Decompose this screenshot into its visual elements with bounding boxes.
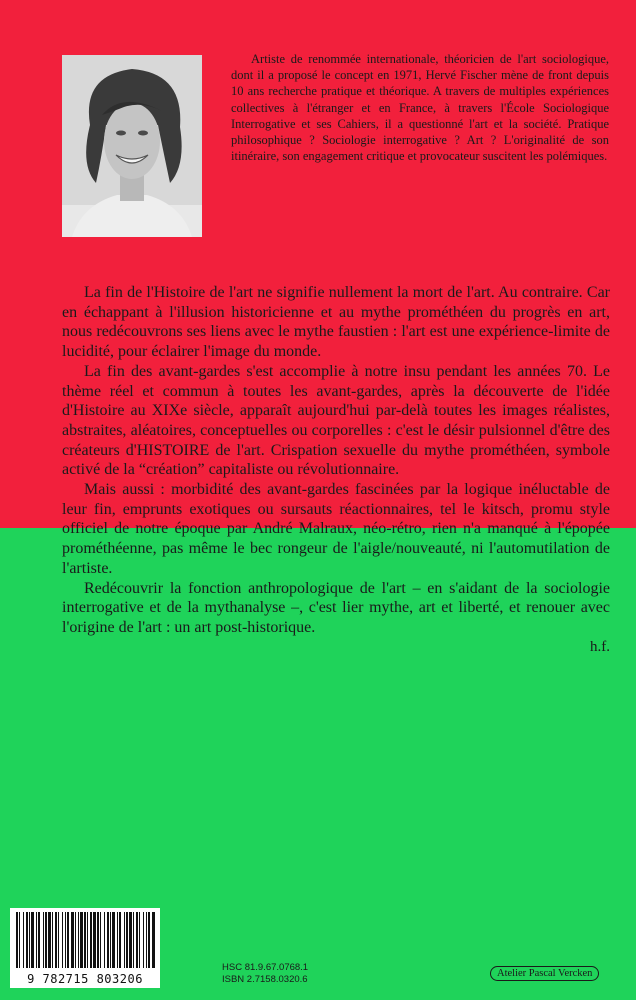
- barcode-bar: [124, 912, 125, 968]
- signature: h.f.: [590, 638, 610, 655]
- barcode-bar: [93, 912, 96, 968]
- barcode-bar: [36, 912, 37, 968]
- barcode-bar: [87, 912, 88, 968]
- barcode-bar: [110, 912, 111, 968]
- barcode-bar: [16, 912, 18, 968]
- barcode-bar: [143, 912, 144, 968]
- barcode-bar: [136, 912, 138, 968]
- barcode-bar: [75, 912, 76, 968]
- barcode-bar: [80, 912, 83, 968]
- barcode-bar: [126, 912, 128, 968]
- barcode-bar: [19, 912, 20, 968]
- barcode-bar: [100, 912, 101, 968]
- barcode-bar: [65, 912, 66, 968]
- barcode-bar: [38, 912, 40, 968]
- barcode-bar: [58, 912, 59, 968]
- barcode-bar: [71, 912, 74, 968]
- back-cover-text: [62, 283, 610, 657]
- barcode-bar: [97, 912, 99, 968]
- barcode-bar: [23, 912, 24, 968]
- paragraph: La fin de l'Histoire de l'art ne signifie nullement la mort de l'art. Au contraire. Car en échappant à l'illusion historicienne et au mythe prométhéen du progrès en art, nous redécouvrons ses liens avec le mythe faustien : l'art est une expérience-limite de lucidité, pour éclairer l'image du monde.: [62, 284, 610, 361]
- barcode-bar: [67, 912, 69, 968]
- barcode-bar: [139, 912, 140, 968]
- barcode-bar: [107, 912, 109, 968]
- catalog-codes: [222, 962, 308, 986]
- barcode-bar: [62, 912, 63, 968]
- barcode-bar: [31, 912, 34, 968]
- barcode-bar: [52, 912, 53, 968]
- barcode-bar: [117, 912, 118, 968]
- barcode-bar: [45, 912, 47, 968]
- barcode-bar: [104, 912, 105, 968]
- barcode-bar: [129, 912, 132, 968]
- publisher-label: Atelier Pascal Vercken: [490, 966, 599, 981]
- barcode-bar: [29, 912, 30, 968]
- isbn-code: ISBN 2.7158.0320.6: [222, 974, 308, 985]
- author-bio: Artiste de renommée internationale, théoricien de l'art sociologique, dont il a proposé le concept en 1971, Hervé Fischer mène de front depuis 10 ans recherche pratique et théorique. A travers de multiples expériences collectives à l'étranger et en France, à travers l'École Sociologique Interrogative et ses Cahiers, il a questionné l'art et la société. Pratique philosophique ? Sociologie interrogative ? Art ? L'originalité de son itinéraire, son engagement critique et provocateur suscitent les polémiques.: [231, 52, 609, 164]
- barcode-bar: [90, 912, 92, 968]
- paragraph: La fin des avant-gardes s'est accomplie à notre insu pendant les années 70. Le thème réel et commun à toutes les avant-gardes, après la découverte de l'idée d'Histoire au XIXe siècle, apparaît aujourd'hui par-delà toutes les images réalistes, abstraites, aléatoires, conceptuelles ou corporelles : c'est le désir pulsionnel d'être des créateurs d'HISTOIRE de l'art. Crispation sexuelle du mythe prométhéen, symbole activé de la “création” capitaliste ou révolutionnaire.: [62, 362, 610, 479]
- barcode-bar: [112, 912, 115, 968]
- paragraph: Mais aussi : morbidité des avant-gardes fascinées par la logique inéluctable de leur fin, emprunts exotiques ou sursauts réactionnaires, tel le kitsch, promu style officiel de notre époque par André Malraux, néo-rétro, rien n'a manqué à l'épopée prométhéenne, pas même le bec rongeur de l'aigle/nouveauté, ni l'automutilation de l'artiste.: [62, 481, 610, 577]
- barcode-bar: [133, 912, 134, 968]
- barcode-bar: [48, 912, 51, 968]
- barcode-bar: [84, 912, 86, 968]
- paragraph: Redécouvrir la fonction anthropologique de l'art – en s'aidant de la sociologie interrogative et de la mythanalyse –, c'est lier mythe, art et liberté, et renouer avec l'origine de l'art : un art post-historique.: [62, 579, 610, 636]
- barcode-bar: [43, 912, 44, 968]
- barcode-bar: [26, 912, 28, 968]
- barcode-bar: [146, 912, 147, 968]
- barcode-bar: [55, 912, 57, 968]
- barcode-bar: [152, 912, 155, 968]
- barcode-digits: 9 782715 803206: [10, 972, 160, 986]
- barcode-bar: [148, 912, 150, 968]
- barcode-bar: [119, 912, 121, 968]
- barcode-bars: [10, 908, 160, 970]
- hsc-code: HSC 81.9.67.0768.1: [222, 962, 309, 973]
- barcode-bar: [78, 912, 79, 968]
- author-photo: [62, 55, 202, 237]
